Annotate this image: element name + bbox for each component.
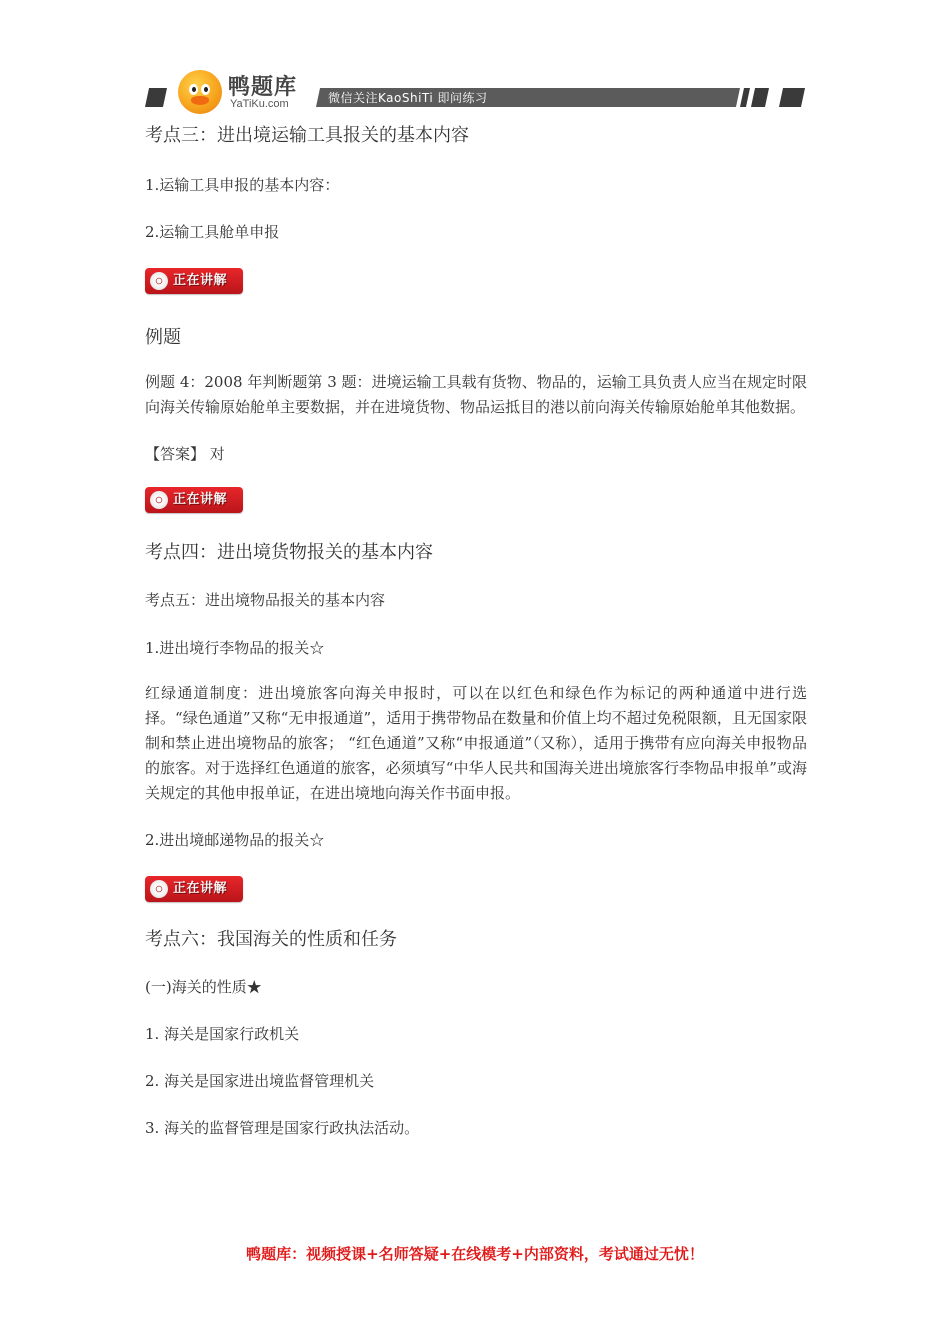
- section-5-title: 考点五：进出境物品报关的基本内容: [145, 591, 386, 609]
- header-left-stripe: [145, 88, 167, 107]
- header-right-stripe-2: [751, 88, 769, 107]
- section-6-subtitle: (一)海关的性质★: [145, 978, 262, 996]
- disc-icon: [150, 272, 168, 290]
- example-text: 例题 4：2008 年判断题第 3 题：进境运输工具载有货物、物品的，运输工具负责人应当在规定时限向海关传输原始舱单主要数据，并在进境货物、物品运抵目的港以前向海关传输原始舱单其他数据。: [145, 373, 807, 416]
- section-5-item-2: 2.进出境邮递物品的报关☆: [145, 831, 325, 849]
- example-answer: 【答案】 对: [145, 445, 225, 463]
- section-3-item-2: 2.运输工具舱单申报: [145, 223, 280, 241]
- header-banner-text: 微信关注KaoShiTi 即问练习: [328, 91, 488, 105]
- section-4-title: 考点四：进出境货物报关的基本内容: [145, 542, 433, 563]
- page-header: [0, 0, 950, 125]
- header-right-stripe-1: [740, 88, 750, 107]
- section-3-title: 考点三：进出境运输工具报关的基本内容: [145, 125, 469, 146]
- lecture-badge-1[interactable]: [145, 268, 807, 298]
- header-right-stripe-3: [779, 88, 805, 107]
- site-logo[interactable]: [178, 70, 308, 114]
- logo-chinese-text: 鸭题库: [228, 75, 298, 100]
- duck-mascot-icon: [178, 70, 222, 114]
- disc-icon: [150, 880, 168, 898]
- section-6-title: 考点六：我国海关的性质和任务: [145, 929, 397, 950]
- section-5-paragraph: 红绿通道制度：进出境旅客向海关申报时，可以在以红色和绿色作为标记的两种通道中进行选择。“绿色通道”又称“无申报通道”，适用于携带物品在数量和价值上均不超过免税限额，且无国家限制和禁止进出境物品的旅客； “红色通道”又称“申报通道”（又称），适用于携带有应向海关申报物品的旅客。对于选择红色通道的旅客，必须填写“中华人民共和国海关进出境旅客行李物品申报单”或海关规定的其他申报单证，在进出境地向海关作书面申报。: [145, 684, 807, 802]
- example-heading: 例题: [145, 327, 181, 348]
- lecture-badge-2[interactable]: [145, 487, 807, 517]
- badge-label: 正在讲解: [173, 273, 228, 288]
- badge-label: 正在讲解: [173, 492, 228, 507]
- section-5-item-1: 1.进出境行李物品的报关☆: [145, 639, 325, 657]
- section-3-item-1: 1.运输工具申报的基本内容：: [145, 176, 340, 194]
- list-item: 2. 海关是国家进出境监督管理机关: [145, 1072, 375, 1090]
- logo-english-text: YaTiKu.com: [230, 98, 289, 110]
- lecture-badge-3[interactable]: [145, 876, 807, 906]
- footer-slogan: 鸭题库：视频授课+名师答疑+在线模考+内部资料，考试通过无忧！: [246, 1245, 704, 1263]
- list-item: 1. 海关是国家行政机关: [145, 1025, 300, 1043]
- document-body: [145, 123, 807, 1141]
- badge-label: 正在讲解: [173, 881, 228, 896]
- list-item: 3. 海关的监督管理是国家行政执法活动。: [145, 1119, 420, 1137]
- disc-icon: [150, 491, 168, 509]
